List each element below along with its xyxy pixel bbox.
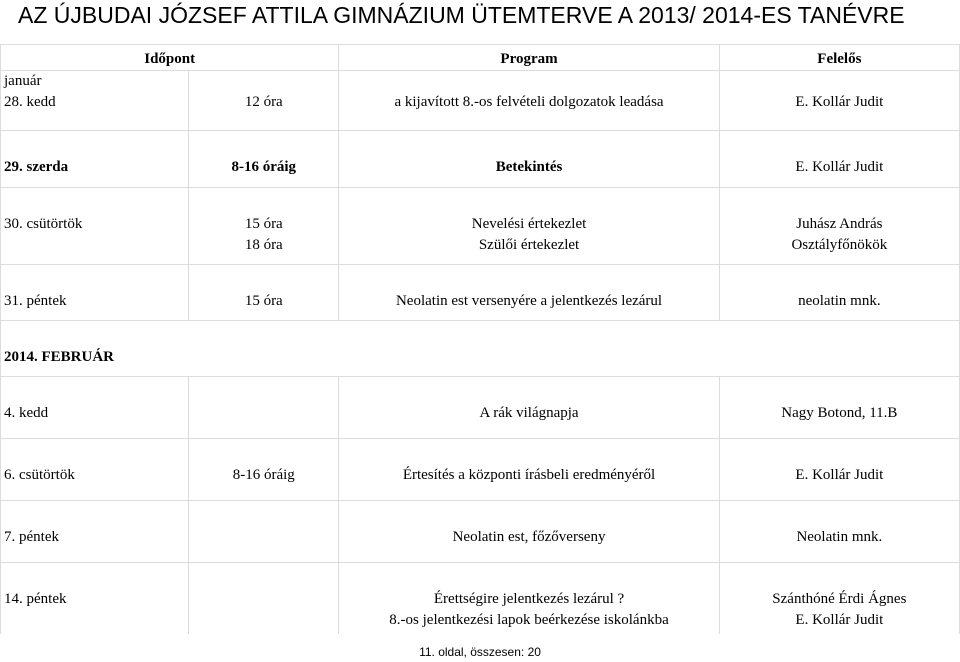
time-cell xyxy=(189,377,339,439)
responsible-cell xyxy=(719,563,959,637)
time-cell xyxy=(189,501,339,563)
program-cell: Neolatin est, főzőverseny xyxy=(339,501,719,563)
month-label: január xyxy=(4,73,42,89)
program-cell: Értesítés a központi írásbeli eredményéről xyxy=(339,439,719,501)
responsible-cell: Nagy Botond, 11.B xyxy=(719,377,959,439)
time-label-2: 18 óra xyxy=(244,237,283,253)
table-header-row xyxy=(1,45,960,71)
program-cell xyxy=(339,71,719,131)
program-cell xyxy=(339,188,719,265)
responsible-label-2: Osztályfőnökök xyxy=(791,237,888,253)
responsible-cell xyxy=(719,71,959,131)
program-label-2: 8.-os jelentkezési lapok beérkezése iskolánkba xyxy=(389,612,669,628)
time-label: 15 óra xyxy=(244,216,283,232)
date-cell: 30. csütörtök xyxy=(1,188,189,265)
table-row xyxy=(1,265,960,321)
program-label: a kijavított 8.-os felvételi dolgozatok leadása xyxy=(394,94,664,110)
time-label: 12 óra xyxy=(244,94,283,110)
responsible-label-2: E. Kollár Judit xyxy=(795,612,884,628)
page-footer: 11. oldal, összesen: 20 xyxy=(419,645,541,659)
page-title: AZ ÚJBUDAI JÓZSEF ATTILA GIMNÁZIUM ÜTEMTERVE A 2013/ 2014-ES TANÉVRE xyxy=(18,2,905,28)
table-row xyxy=(1,501,960,563)
time-cell: 8-16 óráig xyxy=(189,131,339,188)
responsible-label: Szánthóné Érdi Ágnes xyxy=(772,591,907,607)
program-label: Nevelési értekezlet xyxy=(471,216,587,232)
schedule-table xyxy=(0,44,960,637)
header-program: Program xyxy=(339,45,719,71)
date-cell: 29. szerda xyxy=(1,131,189,188)
program-cell: Neolatin est versenyére a jelentkezés lezárul xyxy=(339,265,719,321)
table-row xyxy=(1,188,960,265)
responsible-cell: E. Kollár Judit xyxy=(719,439,959,501)
time-cell: 15 óra xyxy=(189,265,339,321)
date-cell: 7. péntek xyxy=(1,501,189,563)
table-row xyxy=(1,563,960,637)
program-cell xyxy=(339,563,719,637)
date-cell: 14. péntek xyxy=(1,563,189,637)
date-cell: 4. kedd xyxy=(1,377,189,439)
time-cell xyxy=(189,71,339,131)
table-row xyxy=(1,439,960,501)
date-label: 28. kedd xyxy=(4,94,56,110)
time-cell xyxy=(189,188,339,265)
header-time: Időpont xyxy=(1,45,339,71)
date-cell: 31. péntek xyxy=(1,265,189,321)
program-label: Érettségire jelentkezés lezárul ? xyxy=(433,591,625,607)
section-row xyxy=(1,321,960,377)
time-cell: 8-16 óráig xyxy=(189,439,339,501)
program-label-2: Szülői értekezlet xyxy=(478,237,580,253)
responsible-cell: E. Kollár Judit xyxy=(719,131,959,188)
program-cell: Betekintés xyxy=(339,131,719,188)
table-row xyxy=(1,377,960,439)
responsible-cell: Neolatin mnk. xyxy=(719,501,959,563)
responsible-cell xyxy=(719,188,959,265)
table-row xyxy=(1,131,960,188)
date-cell: 6. csütörtök xyxy=(1,439,189,501)
date-cell xyxy=(1,71,189,131)
time-cell xyxy=(189,563,339,637)
header-responsible: Felelős xyxy=(719,45,959,71)
table-row xyxy=(1,71,960,131)
responsible-label: E. Kollár Judit xyxy=(795,94,884,110)
section-heading: 2014. FEBRUÁR xyxy=(1,321,960,377)
responsible-cell: neolatin mnk. xyxy=(719,265,959,321)
program-cell: A rák világnapja xyxy=(339,377,719,439)
responsible-label: Juhász András xyxy=(796,216,883,232)
